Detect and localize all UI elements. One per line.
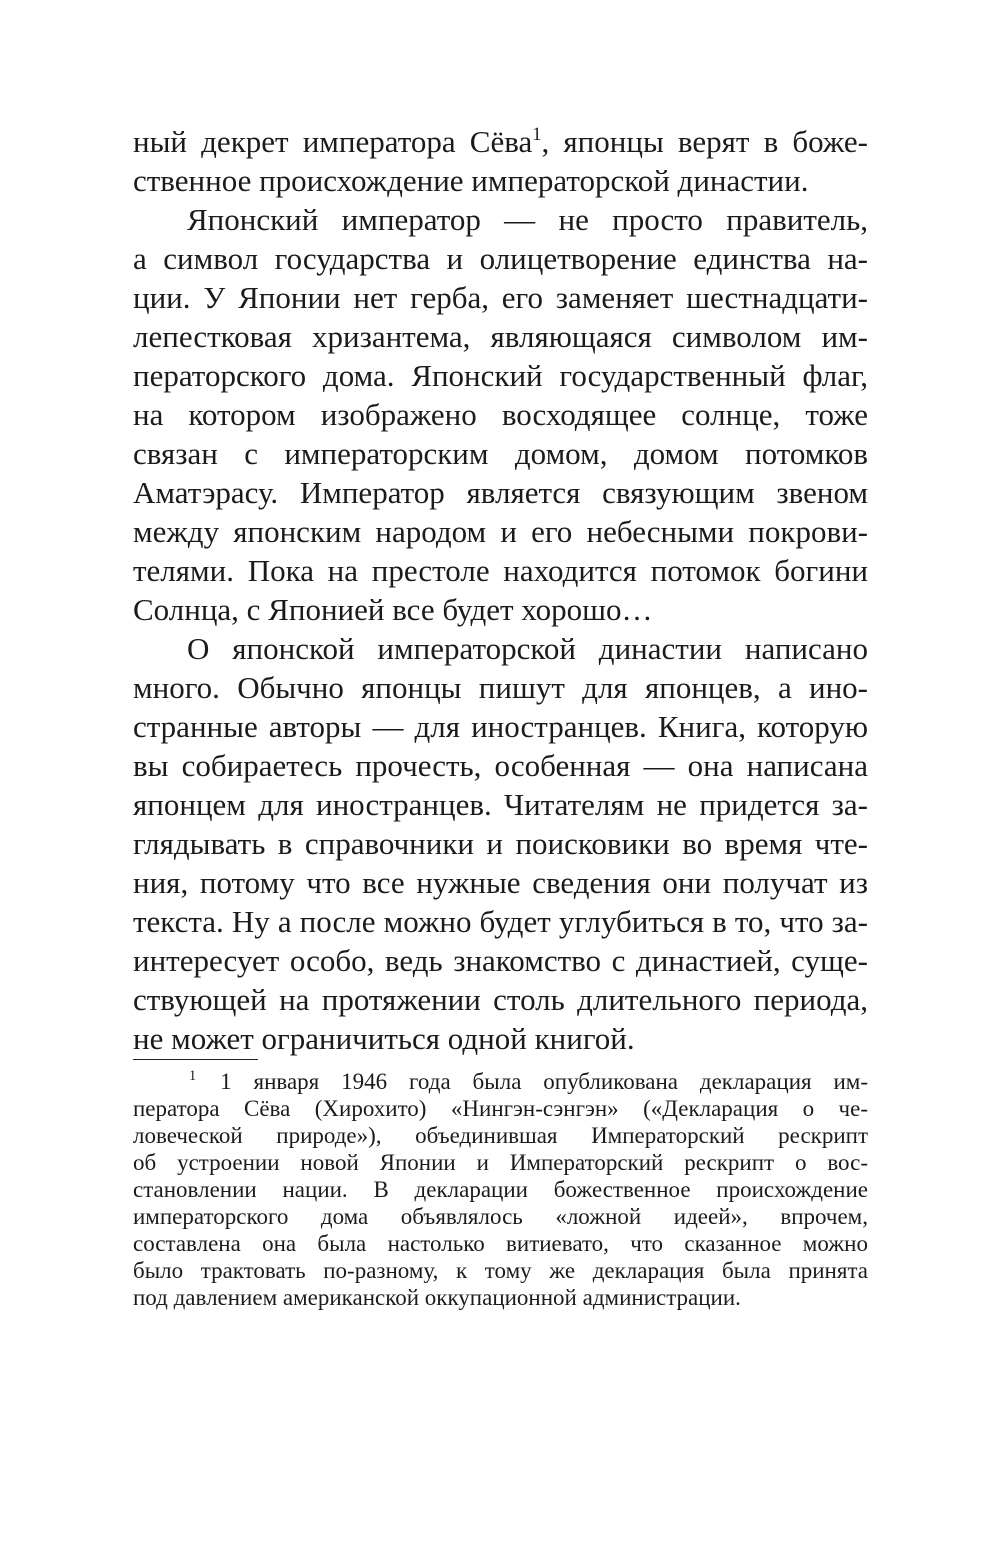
- text-line: а символ государства и олицетворение единства на-: [133, 241, 868, 276]
- text-line: императорского дома объявлялось «ложной идеей», впрочем,: [133, 1204, 868, 1229]
- text-line: об устроении новой Японии и Императорский рескрипт о вос-: [133, 1150, 868, 1175]
- text-line: много. Обычно японцы пишут для японцев, а ино-: [133, 670, 868, 705]
- footnote-rule: [133, 1059, 258, 1060]
- paragraph: [133, 200, 868, 629]
- paragraph: [133, 629, 868, 1058]
- paragraph: [133, 122, 868, 200]
- text-line: ствующей на протяжении столь длительного периода,: [133, 982, 868, 1017]
- text-line: глядывать в справочники и поисковики во время чте-: [133, 826, 868, 861]
- text-line: на котором изображено восходящее солнце, тоже: [133, 397, 868, 432]
- text-line: ственное происхождение императорской династии.: [133, 163, 809, 198]
- text-line: текста. Ну а после можно будет углубиться в то, что за-: [133, 904, 868, 939]
- text-line: составлена она была настолько витиевато, что сказанное можно: [133, 1231, 868, 1256]
- text-segment: , японцы верят в боже-: [541, 124, 868, 159]
- footnote: [133, 1068, 868, 1311]
- text-line: не может ограничиться одной книгой.: [133, 1021, 635, 1056]
- text-line: интересует особо, ведь знакомство с династией, суще-: [133, 943, 868, 978]
- text-line: японцем для иностранцев. Читателям не придется за-: [133, 787, 868, 822]
- text-line: Японский император — не просто правитель,: [187, 202, 868, 237]
- text-line: странные авторы — для иностранцев. Книга, которую: [133, 709, 868, 744]
- text-line: Солнца, с Японией все будет хорошо…: [133, 592, 653, 627]
- text-line: ператора Сёва (Хирохито) «Нингэн-сэнгэн» («Декларация о че-: [133, 1096, 868, 1121]
- text-line: связан с императорским домом, домом потомков: [133, 436, 868, 471]
- text-line: [133, 122, 868, 161]
- text-line: О японской императорской династии написано: [187, 631, 868, 666]
- text-line: было трактовать по-разному, к тому же декларация была принята: [133, 1258, 868, 1283]
- text-line: вы собираетесь прочесть, особенная — она написана: [133, 748, 868, 783]
- text-line: лепестковая хризантема, являющаяся символом им-: [133, 319, 868, 354]
- footnote-marker: 1: [189, 1068, 197, 1085]
- footnote-ref: 1: [532, 124, 542, 146]
- text-line: ператорского дома. Японский государственный флаг,: [133, 358, 868, 393]
- text-line: [133, 1068, 868, 1095]
- main-text: [133, 122, 868, 1058]
- text-segment: ный декрет императора Сёва: [133, 124, 533, 159]
- text-line: становлении нации. В декларации божественное происхождение: [133, 1177, 868, 1202]
- text-line: между японским народом и его небесными покрови-: [133, 514, 868, 549]
- text-line: ния, потому что все нужные сведения они получат из: [133, 865, 868, 900]
- text-line: Аматэрасу. Император является связующим звеном: [133, 475, 868, 510]
- text-line: ции. У Японии нет герба, его заменяет шестнадцати-: [133, 280, 868, 315]
- text-line: ловеческой природе»), объединившая Императорский рескрипт: [133, 1123, 868, 1148]
- text-line: под давлением американской оккупационной администрации.: [133, 1285, 741, 1310]
- text-segment: 1 января 1946 года была опубликована декларация им-: [220, 1069, 868, 1094]
- text-line: телями. Пока на престоле находится потомок богини: [133, 553, 868, 588]
